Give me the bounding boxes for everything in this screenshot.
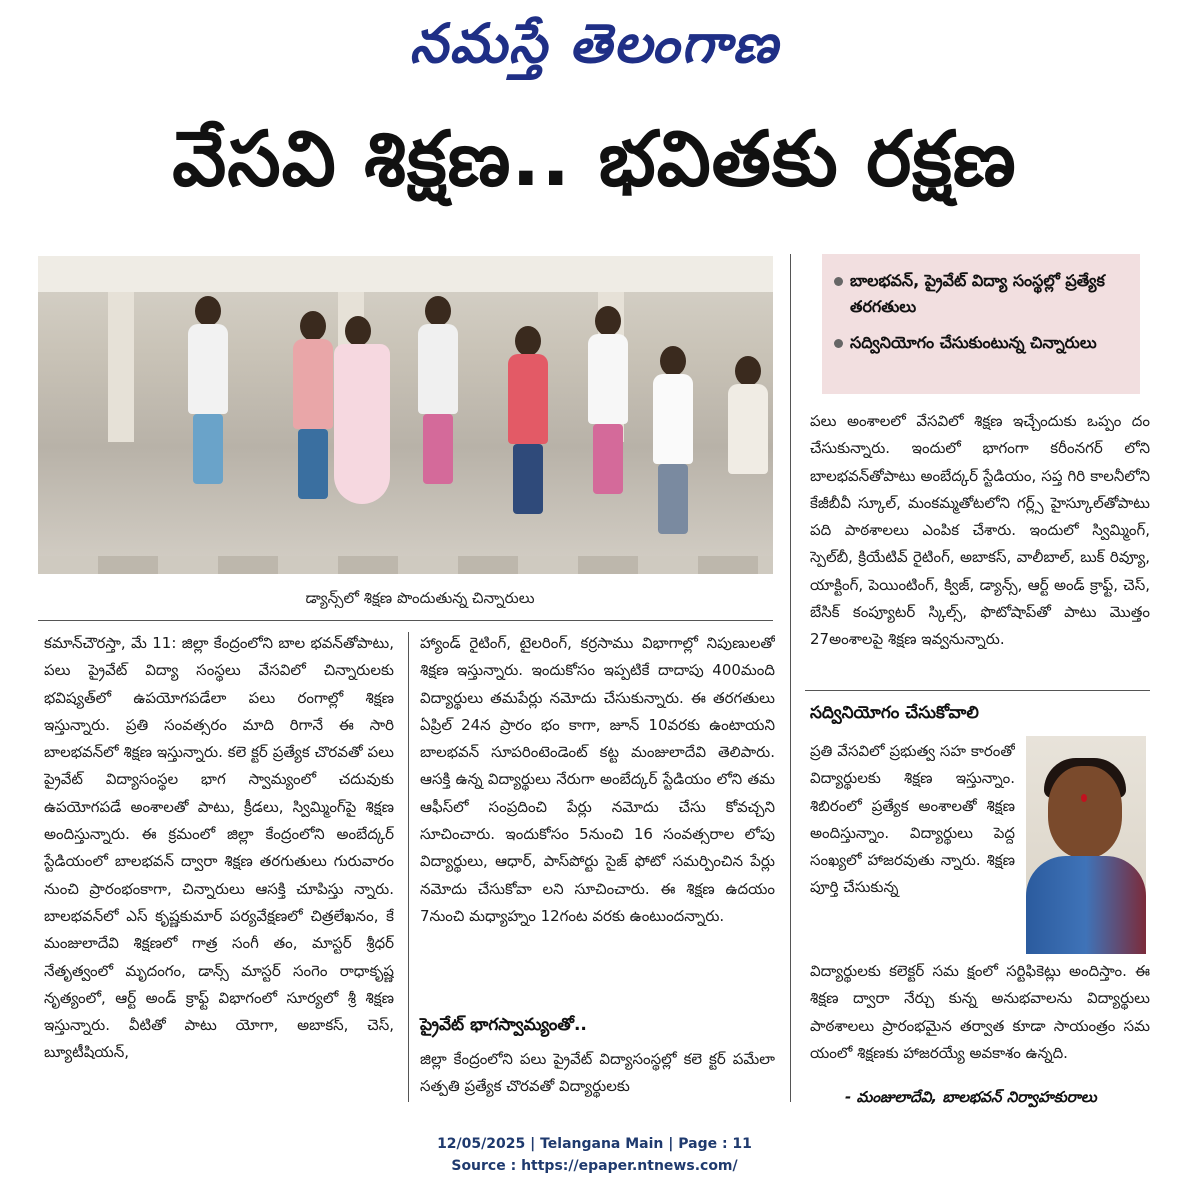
column-3-subhead: సద్వినియోగం చేసుకోవాలి	[810, 703, 979, 723]
article-photo	[38, 256, 773, 574]
column-divider	[408, 632, 409, 1102]
photo-caption: డ్యాన్స్‌లో శిక్షణ పొందుతున్న చిన్నారులు	[305, 589, 535, 607]
article-column-3: పలు అంశాలలో వేసవిలో శిక్షణ ఇచ్చేందుకు ఒప్పం దం చేసుకున్నారు. ఇందులో భాగంగా కరీంనగర్ లోని బాలభవన్‌తోపాటు అంబేద్కర్ స్టేడియం, సప్త గిరి కాలనీలోని కేజీబీవీ స్కూల్, మంకమ్మతోటలోని గర్ల్స్ హైస్కూల్‌తోపాటు పది పాఠశాలలు ఎంపిక చేశారు. ఇందులో స్విమ్మింగ్, స్పెల్‌బీ, క్రియేటివ్ రైటింగ్, అబాకస్, వాలీబాల్, బుక్ రివ్యూ, యాక్టింగ్, పెయింటింగ్, క్విజ్, డ్యాన్స్, ఆర్ట్ అండ్ క్రాఫ్ట్, చెస్, బేసిక్ కంప్యూటర్ స్కిల్స్, ఫొటోషాప్‌తో పాటు మొత్తం 27అంశాలపై శిక్షణ ఇవ్వనున్నారు.	[810, 412, 1150, 649]
portrait-photo	[1026, 736, 1146, 954]
highlights-box	[822, 254, 1140, 394]
column-2-subhead: ప్రైవేట్ భాగస్వామ్యంతో..	[420, 1015, 587, 1035]
footer-source: Source : https://epaper.ntnews.com/	[451, 1158, 738, 1174]
quote-attribution: - మంజులాదేవి, బాలభవన్ నిర్వాహకురాలు	[845, 1088, 1097, 1106]
column-divider	[790, 254, 791, 1102]
article-column-1: కమాన్‌చౌరస్తా, మే 11: జిల్లా కేంద్రంలోని బాల భవన్‌తోపాటు, పలు ప్రైవేట్ విద్యా సంస్థలు వేసవిలో చిన్నారులకు భవిష్యత్‌లో ఉపయోగపడేలా పలు రంగాల్లో శిక్షణ ఇస్తున్నారు. ప్రతి సంవత్సరం మాది రిగానే ఈ సారి బాలభవన్‌లో శిక్షణ ఇస్తున్నారు. కలె క్టర్ ప్రత్యేక చొరవతో పలు ప్రైవేట్ విద్యాసంస్థల భాగ స్వామ్యంలో చదువుకు ఉపయోగపడే అంశాలతో పాటు, క్రీడలు, స్విమ్మింగ్‌పై శిక్షణ అందిస్తున్నారు. ఈ క్రమంలో జిల్లా కేంద్రంలోని అంబేద్కర్ స్టేడియంలో బాలభవన్ ద్వారా శిక్షణ తరగుతులు గురువారం నుంచి ప్రారంభంకాగా, చిన్నారులు ఆసక్తి చూపిస్తు న్నారు. బాలభవన్‌లో ఎస్ కృష్ణకుమార్ పర్యవేక్షణలో చిత్రలేఖనం, కే మంజులాదేవి శిక్షణలో గాత్ర సంగీ తం, మాస్టర్ శ్రీధర్ నేతృత్వంలో మృదంగం, డాన్స్ మాస్టర్ సంగెం రాధాకృష్ణ నృత్యంలో, ఆర్ట్ అండ్ క్రాఫ్ట్ విభాగంలో సూర్యలో శ్రీ శిక్షణ ఇస్తున్నారు. వీటితో పాటు యోగా, అబాకస్, చెస్, బ్యూటీషియన్,	[44, 634, 394, 1062]
bullet-icon	[834, 277, 843, 286]
highlight-item: బాలభవన్, ప్రైవేట్ విద్యా సంస్థల్లో ప్రత్యేక తరగతులు	[836, 268, 1131, 320]
quote-text-beside-photo: ప్రతి వేసవిలో ప్రభుత్వ సహ కారంతో విద్యార్థులకు శిక్షణ ఇస్తున్నాం. శిబిరంలో ప్రత్యేక అంశాలతో శిక్షణ అందిస్తున్నాం. విద్యార్థులు పెద్ద సంఖ్యలో హాజరవుతు న్నారు. శిక్షణ పూర్తి చేసుకున్న	[810, 742, 1015, 897]
article-headline: వేసవి శిక్షణ.. భవితకు రక్షణ	[172, 114, 1017, 203]
highlight-item: సద్వినియోగం చేసుకుంటున్న చిన్నారులు	[836, 330, 1131, 356]
footer-date-page: 12/05/2025 | Telangana Main | Page : 11	[437, 1136, 752, 1152]
article-column-2-tail: జిల్లా కేంద్రంలోని పలు ప్రైవేట్ విద్యాసంస్థల్లో కలె క్టర్ పమేలా సత్పతి ప్రత్యేక చొరవతో విద్యార్థులకు	[420, 1050, 775, 1096]
caption-divider	[38, 620, 773, 621]
bullet-icon	[834, 339, 843, 348]
newspaper-masthead: నమస్తే తెలంగాణ	[409, 12, 780, 75]
article-column-2: హ్యాండ్ రైటింగ్, టైలరింగ్, కర్రసాము విభాగాల్లో నిపుణులతో శిక్షణ ఇస్తున్నారు. ఇందుకోసం ఇప్పటికే దాదాపు 400మంది విద్యార్థులు తమపేర్లు నమోదు చేసుకున్నారు. ఈ తరగతులు ఏప్రిల్ 24న ప్రారం భం కాగా, జూన్ 10వరకు ఉంటాయని బాలభవన్ సూపరింటెండెంట్ కట్ట మంజులాదేవి తెలిపారు. ఆసక్తి ఉన్న విద్యార్థులు నేరుగా అంబేద్కర్ స్టేడియం లోని తమ ఆఫీస్‌లో సంప్రదించి పేర్లు నమోదు చేసు కోవచ్చని సూచించారు. ఇందుకోసం 5నుంచి 16 సంవత్సరాల లోపు విద్యార్థులు, ఆధార్, పాస్‌పోర్టు సైజ్ ఫోటో సమర్పించిన పేర్లు నమోదు చేసుకోవా లని సూచించారు. ఈ శిక్షణ ఉదయం 7నుంచి మధ్యాహ్నం 12గంట వరకు ఉంటుందన్నారు.	[420, 634, 775, 925]
quote-divider	[805, 690, 1150, 691]
quote-text-below-photo: విద్యార్థులకు కలెక్టర్ సమ క్షంలో సర్టిఫికెట్లు అందిస్తాం. ఈ శిక్షణ ద్వారా నేర్చు కున్న అనుభవాలను విద్యార్థులు పాఠశాలలు ప్రారంభమైన తర్వాత కూడా సాయంత్రం సమ యంలో శిక్షణకు హాజరయ్యే అవకాశం ఉన్నది.	[810, 962, 1150, 1062]
